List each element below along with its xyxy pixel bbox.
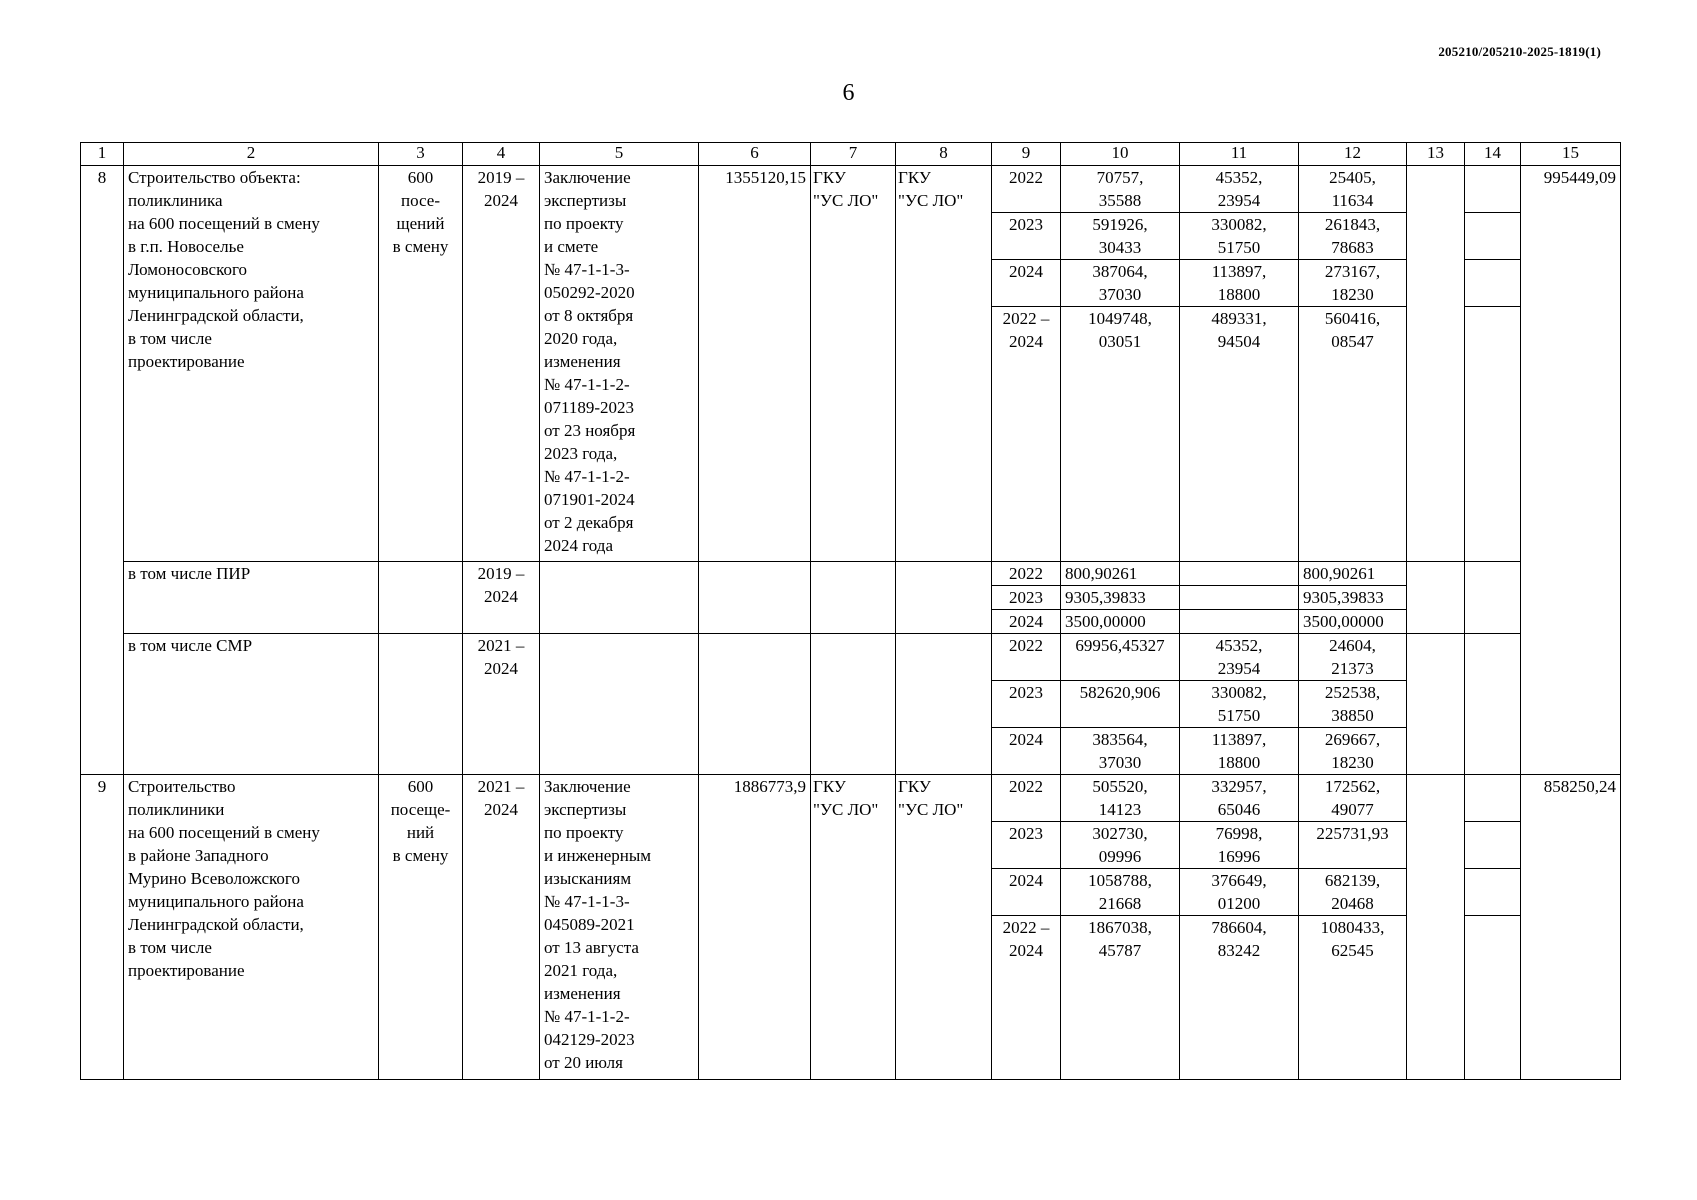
amount-regional: 9305,39833	[1299, 586, 1407, 610]
object-name: Строительство объекта: поликлиника на 600 посещений в смену в г.п. Новоселье Ломоносовского муниципального района Ленинградской области, в том числе проектирование	[124, 166, 379, 562]
col-header: 2	[124, 143, 379, 166]
year: 2024	[992, 260, 1061, 307]
col-header: 3	[379, 143, 463, 166]
empty-cell	[896, 634, 992, 775]
construction-period: 2019 – 2024	[463, 166, 540, 562]
amount-total: 1867038, 45787	[1061, 916, 1180, 1080]
col-header: 10	[1061, 143, 1180, 166]
year: 2023	[992, 681, 1061, 728]
amount-federal: 489331, 94504	[1180, 307, 1299, 562]
col-header: 12	[1299, 143, 1407, 166]
amount-federal: 113897, 18800	[1180, 260, 1299, 307]
year-range: 2022 – 2024	[992, 307, 1061, 562]
expertise-conclusion: Заключение экспертизы по проекту и инженерным изысканиям № 47-1-1-3- 045089-2021 от 13 августа 2021 года, изменения № 47-1-1-2- 042129-2023 от 20 июля	[540, 775, 699, 1080]
expertise-conclusion: Заключение экспертизы по проекту и смете № 47-1-1-3- 050292-2020 от 8 октября 2020 года, изменения № 47-1-1-2- 071189-2023 от 23 ноября 2023 года, № 47-1-1-2- 071901-2024 от 2 декабря 2024 года	[540, 166, 699, 562]
year: 2022	[992, 166, 1061, 213]
empty-cell	[1407, 775, 1465, 1080]
amount-federal	[1180, 610, 1299, 634]
amount-total: 3500,00000	[1061, 610, 1180, 634]
amount-federal	[1180, 586, 1299, 610]
amount-total: 800,90261	[1061, 562, 1180, 586]
subitem-label: в том числе ПИР	[124, 562, 379, 634]
amount-federal: 45352, 23954	[1180, 166, 1299, 213]
object-name: Строительство поликлиники на 600 посещений в смену в районе Западного Мурино Всеволожского муниципального района Ленинградской области, в том числе проектирование	[124, 775, 379, 1080]
year-range: 2022 – 2024	[992, 916, 1061, 1080]
estimated-cost: 1355120,15	[699, 166, 811, 562]
empty-cell	[1407, 634, 1465, 775]
subitem-period: 2019 – 2024	[463, 562, 540, 634]
amount-federal: 376649, 01200	[1180, 869, 1299, 916]
amount-federal: 76998, 16996	[1180, 822, 1299, 869]
object-capacity: 600 посеще- ний в смену	[379, 775, 463, 1080]
empty-cell	[1465, 822, 1521, 869]
col-header: 4	[463, 143, 540, 166]
empty-cell	[1465, 562, 1521, 634]
col-header: 6	[699, 143, 811, 166]
amount-regional: 24604, 21373	[1299, 634, 1407, 681]
year: 2024	[992, 728, 1061, 775]
estimated-cost: 1886773,9	[699, 775, 811, 1080]
column-number-row	[81, 143, 1621, 166]
year: 2023	[992, 213, 1061, 260]
year: 2022	[992, 634, 1061, 681]
empty-cell	[699, 562, 811, 634]
document-id: 205210/205210-2025-1819(1)	[1438, 44, 1601, 59]
empty-cell	[811, 634, 896, 775]
col-header: 5	[540, 143, 699, 166]
remaining-cost: 995449,09	[1521, 166, 1621, 775]
amount-regional: 225731,93	[1299, 822, 1407, 869]
customer: ГКУ "УС ЛО"	[811, 775, 896, 1080]
amount-total: 591926, 30433	[1061, 213, 1180, 260]
col-header: 8	[896, 143, 992, 166]
amount-total: 70757, 35588	[1061, 166, 1180, 213]
subitem-period: 2021 – 2024	[463, 634, 540, 775]
empty-cell	[540, 562, 699, 634]
col-header: 1	[81, 143, 124, 166]
amount-total: 69956,45327	[1061, 634, 1180, 681]
amount-regional: 3500,00000	[1299, 610, 1407, 634]
amount-total: 383564, 37030	[1061, 728, 1180, 775]
developer: ГКУ "УС ЛО"	[896, 775, 992, 1080]
subitem-label: в том числе СМР	[124, 634, 379, 775]
empty-cell	[1407, 562, 1465, 634]
year: 2023	[992, 822, 1061, 869]
item-number: 9	[81, 775, 124, 1080]
empty-cell	[1465, 869, 1521, 916]
object-capacity: 600 посе- щений в смену	[379, 166, 463, 562]
amount-regional: 682139, 20468	[1299, 869, 1407, 916]
construction-period: 2021 – 2024	[463, 775, 540, 1080]
table-row	[81, 634, 1621, 681]
amount-total: 302730, 09996	[1061, 822, 1180, 869]
amount-federal	[1180, 562, 1299, 586]
amount-total: 582620,906	[1061, 681, 1180, 728]
amount-regional: 269667, 18230	[1299, 728, 1407, 775]
empty-cell	[1407, 166, 1465, 562]
year: 2024	[992, 610, 1061, 634]
amount-regional: 800,90261	[1299, 562, 1407, 586]
amount-total: 9305,39833	[1061, 586, 1180, 610]
empty-cell	[1465, 775, 1521, 822]
amount-total: 1058788, 21668	[1061, 869, 1180, 916]
remaining-cost: 858250,24	[1521, 775, 1621, 1080]
amount-total: 387064, 37030	[1061, 260, 1180, 307]
year: 2024	[992, 869, 1061, 916]
empty-cell	[1465, 213, 1521, 260]
empty-cell	[699, 634, 811, 775]
empty-cell	[1465, 916, 1521, 1080]
year: 2022	[992, 562, 1061, 586]
amount-regional: 252538, 38850	[1299, 681, 1407, 728]
year: 2023	[992, 586, 1061, 610]
amount-federal: 113897, 18800	[1180, 728, 1299, 775]
table-row	[81, 775, 1621, 822]
empty-cell	[1465, 166, 1521, 213]
empty-cell	[540, 634, 699, 775]
col-header: 14	[1465, 143, 1521, 166]
table-row	[81, 562, 1621, 586]
empty-cell	[1465, 634, 1521, 775]
year: 2022	[992, 775, 1061, 822]
developer: ГКУ "УС ЛО"	[896, 166, 992, 562]
customer: ГКУ "УС ЛО"	[811, 166, 896, 562]
empty-cell	[1465, 307, 1521, 562]
amount-regional: 25405, 11634	[1299, 166, 1407, 213]
amount-federal: 332957, 65046	[1180, 775, 1299, 822]
amount-total: 505520, 14123	[1061, 775, 1180, 822]
amount-regional: 273167, 18230	[1299, 260, 1407, 307]
empty-cell	[1465, 260, 1521, 307]
col-header: 9	[992, 143, 1061, 166]
col-header: 13	[1407, 143, 1465, 166]
table-row	[81, 166, 1621, 213]
empty-cell	[896, 562, 992, 634]
col-header: 11	[1180, 143, 1299, 166]
amount-regional: 1080433, 62545	[1299, 916, 1407, 1080]
amount-regional: 560416, 08547	[1299, 307, 1407, 562]
page-number: 6	[842, 80, 855, 106]
empty-cell	[379, 562, 463, 634]
amount-regional: 261843, 78683	[1299, 213, 1407, 260]
col-header: 15	[1521, 143, 1621, 166]
col-header: 7	[811, 143, 896, 166]
amount-federal: 330082, 51750	[1180, 681, 1299, 728]
amount-federal: 786604, 83242	[1180, 916, 1299, 1080]
budget-table	[80, 142, 1621, 1080]
amount-federal: 45352, 23954	[1180, 634, 1299, 681]
amount-total: 1049748, 03051	[1061, 307, 1180, 562]
amount-regional: 172562, 49077	[1299, 775, 1407, 822]
empty-cell	[379, 634, 463, 775]
empty-cell	[811, 562, 896, 634]
item-number: 8	[81, 166, 124, 775]
amount-federal: 330082, 51750	[1180, 213, 1299, 260]
